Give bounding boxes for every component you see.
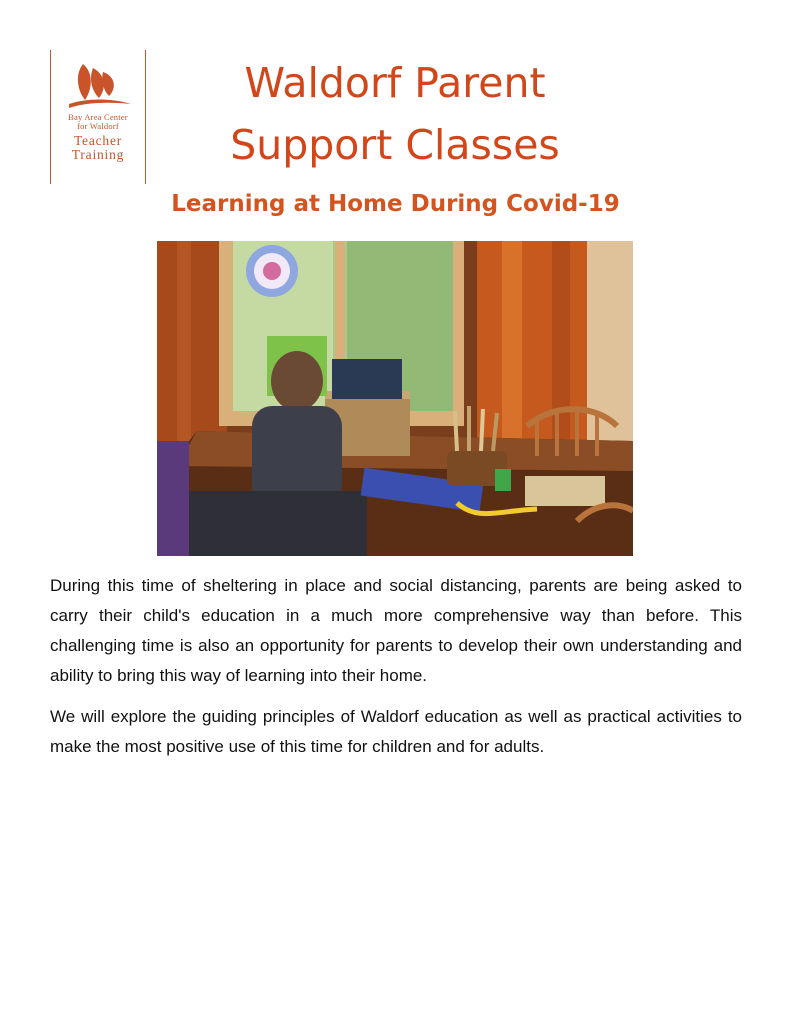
- page-title-line-1: Waldorf Parent: [244, 59, 546, 107]
- logo-line-4: Training: [71, 147, 125, 163]
- organization-logo: [50, 50, 146, 184]
- child-studying-at-table-photo: [157, 241, 633, 556]
- logo-line-3: Teacher: [73, 132, 123, 148]
- leaf-flame-logo-icon: [63, 58, 135, 114]
- page-title-line-2: Support Classes: [230, 121, 560, 169]
- body-paragraph-1: During this time of sheltering in place and social distancing, parents are being asked to carry their child's education in a much more comprehensive way than before. This challenging time is also an opportunity for parents to develop their own understanding and ability to bring this way of learning into their home.: [50, 576, 742, 685]
- logo-line-2: for Waldorf: [77, 120, 119, 131]
- logo-line-1: Bay Area Center: [68, 112, 128, 122]
- page-subtitle: Learning at Home During Covid-19: [171, 191, 620, 217]
- body-paragraph-2: We will explore the guiding principles of Waldorf education as well as practical activities to make the most positive use of this time for children and for adults.: [50, 707, 742, 756]
